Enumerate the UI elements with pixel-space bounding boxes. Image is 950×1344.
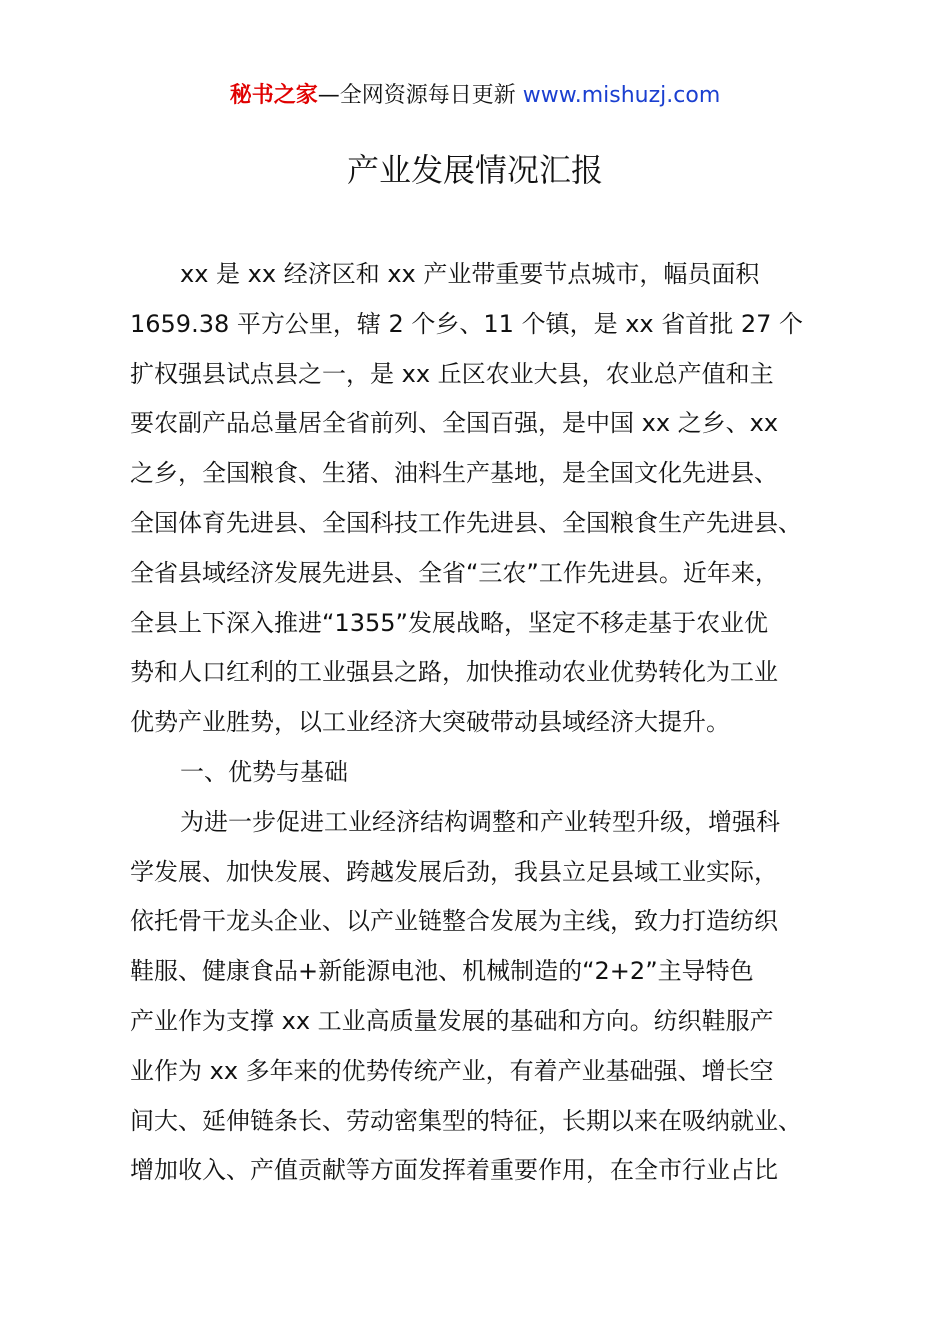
header-tagline: —全网资源每日更新 bbox=[317, 83, 523, 108]
body-line: xx 是 xx 经济区和 xx 产业带重要节点城市，幅员面积 bbox=[180, 260, 760, 288]
body-line: 依托骨干龙头企业、以产业链整合发展为主线，致力打造纺织 bbox=[130, 907, 778, 936]
body-line: 为进一步促进工业经济结构调整和产业转型升级，增强科 bbox=[180, 807, 780, 836]
site-url: www.mishuzj.com bbox=[522, 83, 721, 108]
body-line: 优势产业胜势，以工业经济大突破带动县域经济大提升。 bbox=[130, 708, 730, 737]
body-line: 1659.38 平方公里，辖 2 个乡、11 个镇，是 xx 省首批 27 个 bbox=[130, 309, 804, 338]
body-line: 要农副产品总量居全省前列、全国百强，是中国 xx 之乡、xx bbox=[130, 409, 779, 438]
body-line: 全省县域经济发展先进县、全省“三农”工作先进县。近年来， bbox=[130, 558, 779, 587]
section-heading: 一、优势与基础 bbox=[180, 757, 348, 786]
body-line: 之乡，全国粮食、生猪、油料生产基地，是全国文化先进县、 bbox=[130, 459, 778, 488]
body-line: 全国体育先进县、全国科技工作先进县、全国粮食生产先进县、 bbox=[130, 508, 802, 537]
body-line: 增加收入、产值贡献等方面发挥着重要作用，在全市行业占比 bbox=[130, 1156, 778, 1185]
body-line: 学发展、加快发展、跨越发展后劲，我县立足县域工业实际， bbox=[130, 857, 778, 886]
document-title: 产业发展情况汇报 bbox=[346, 151, 603, 189]
brand-name: 秘书之家 bbox=[229, 83, 318, 108]
body-line: 鞋服、健康食品+新能源电池、机械制造的“2+2”主导特色 bbox=[130, 957, 754, 986]
document-body bbox=[130, 250, 840, 1196]
body-line: 产业作为支撑 xx 工业高质量发展的基础和方向。纺织鞋服产 bbox=[130, 1006, 774, 1035]
body-line: 间大、延伸链条长、劳动密集型的特征，长期以来在吸纳就业、 bbox=[130, 1106, 802, 1135]
body-line: 扩权强县试点县之一，是 xx 丘区农业大县，农业总产值和主 bbox=[130, 359, 774, 388]
body-line: 业作为 xx 多年来的优势传统产业，有着产业基础强、增长空 bbox=[130, 1056, 774, 1085]
body-line: 势和人口红利的工业强县之路，加快推动农业优势转化为工业 bbox=[130, 658, 778, 687]
body-line: 全县上下深入推进“1355”发展战略，坚定不移走基于农业优 bbox=[130, 608, 768, 637]
watermark-header bbox=[0, 80, 950, 112]
